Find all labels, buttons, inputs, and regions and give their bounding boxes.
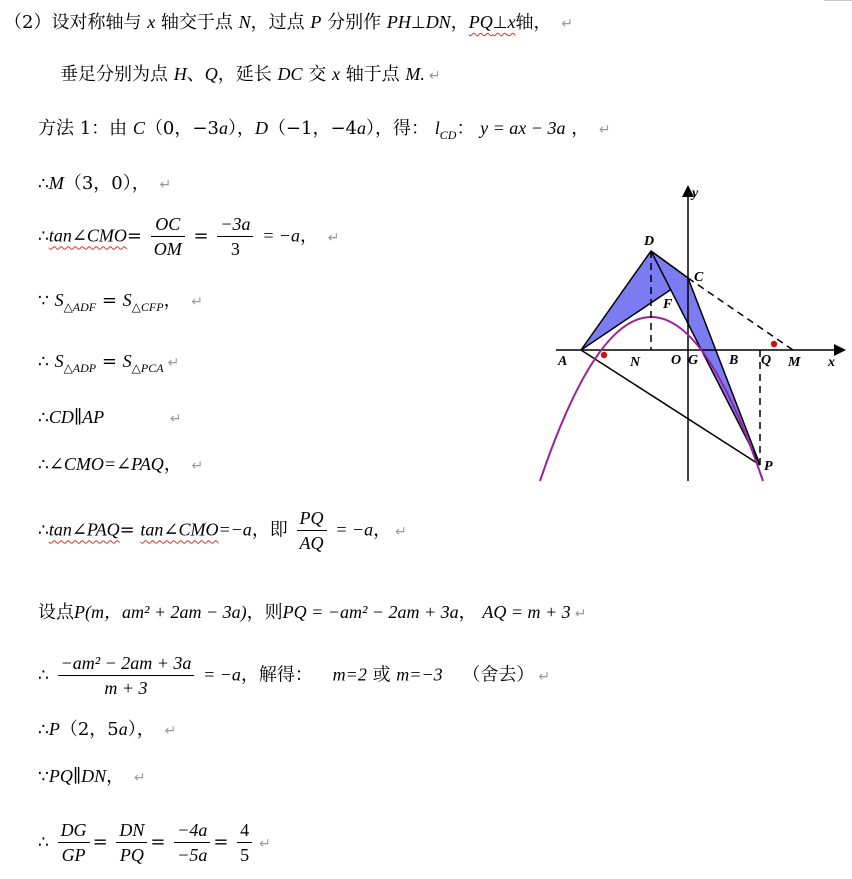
text: 交 xyxy=(308,64,327,85)
line-ratio: ∴ $\frac{DG}{GP}$ = $\frac{DN}{PQ}$ = $\frac{-4a}{-5a}$ = $\frac{4}{5}$ ↵ xyxy=(38,820,271,865)
line-tan-CMO xyxy=(38,212,339,261)
var-M: M. xyxy=(405,64,425,84)
perp-symbol: ⊥ xyxy=(492,13,508,33)
var-PH: PH xyxy=(386,12,411,32)
line-area-equal-2 xyxy=(38,349,179,380)
label-B: B xyxy=(729,353,739,368)
var-DN: DN xyxy=(425,12,451,32)
line-parallel-CD-AP xyxy=(38,405,182,431)
return-mark: ↵ xyxy=(395,523,407,540)
line-condition-2 xyxy=(60,62,441,88)
return-mark: ↵ xyxy=(561,16,573,32)
text: 或 xyxy=(372,664,391,686)
line-tan-PAQ xyxy=(38,506,407,555)
text: ， xyxy=(571,118,590,139)
fraction xyxy=(217,212,253,261)
numerator: DG xyxy=(58,818,90,843)
text: ， xyxy=(106,766,125,787)
denominator: OM xyxy=(153,239,182,259)
label-G: G xyxy=(688,353,699,368)
text: ， xyxy=(458,602,477,623)
text: ，则 xyxy=(246,602,283,623)
text: = xyxy=(119,519,135,541)
denominator: −5a xyxy=(177,845,208,865)
label-Q: Q xyxy=(761,353,772,368)
label-F: F xyxy=(663,297,673,312)
numerator: −am² − 2am + 3a xyxy=(58,651,195,676)
denominator: 3 xyxy=(230,239,240,259)
label-x: x xyxy=(828,355,835,370)
triangle-DCP-shaded xyxy=(651,251,760,465)
tan-expression: tan∠PAQ xyxy=(48,519,120,540)
tan-expression: tan∠CMO xyxy=(140,519,219,540)
label-A: A xyxy=(558,354,568,369)
parabola-figure xyxy=(538,183,848,483)
var-S: S xyxy=(54,351,64,371)
numerator: PQ xyxy=(297,506,327,531)
denominator: m + 3 xyxy=(104,678,148,698)
return-mark: ↵ xyxy=(598,122,611,138)
text: ， xyxy=(163,290,182,311)
line-area-equal-1 xyxy=(38,288,203,319)
label-N: N xyxy=(630,355,641,370)
text: （舍去） xyxy=(462,664,535,686)
subscript: CD xyxy=(439,128,457,142)
numerator: DN xyxy=(116,818,147,843)
label-D: D xyxy=(644,234,655,249)
text: ， xyxy=(450,12,469,33)
text: 轴交于点 xyxy=(160,12,233,33)
var-Q: Q xyxy=(204,64,218,84)
var-x: x xyxy=(331,64,340,84)
subscript: △ADP xyxy=(63,361,97,375)
numerator: −3a xyxy=(217,212,253,237)
var-H: H xyxy=(173,64,187,84)
AQ-expression: AQ = m + 3 xyxy=(482,602,571,622)
subscript: △CFP xyxy=(131,300,164,314)
text: ）， xyxy=(227,118,255,139)
text: 轴， xyxy=(515,12,552,33)
tan-expression: tan∠CMO xyxy=(48,225,127,246)
numerator: 4 xyxy=(237,818,252,843)
text: 分别作 xyxy=(327,12,382,33)
fraction xyxy=(116,818,147,867)
var-M: M xyxy=(48,173,64,193)
numerator: OC xyxy=(151,212,185,237)
text: = xyxy=(126,225,143,247)
fraction xyxy=(174,818,210,867)
text: （3，0）， xyxy=(63,173,150,194)
label-M: M xyxy=(788,355,801,370)
text: （0，−3 xyxy=(144,118,219,139)
result: = −a xyxy=(203,664,241,685)
text: 垂足分别为点 xyxy=(60,64,168,85)
result: = −a xyxy=(262,225,300,246)
denominator: GP xyxy=(61,845,86,865)
because-symbol: ∵ xyxy=(38,291,49,311)
therefore-symbol: ∴ xyxy=(38,352,49,372)
return-mark: ↵ xyxy=(428,68,441,84)
return-mark: ↵ xyxy=(159,177,172,193)
text: ），得： xyxy=(366,118,430,139)
text: = xyxy=(96,290,123,311)
result: =−a xyxy=(218,519,252,540)
line-solve-m xyxy=(38,651,550,700)
line-parallel-PQ-DN xyxy=(38,764,146,790)
text: ，即 xyxy=(251,519,288,541)
line-M-coords xyxy=(38,171,171,197)
fraction xyxy=(237,818,252,867)
label-O: O xyxy=(671,353,682,368)
denominator: AQ xyxy=(299,533,324,553)
subscript: △ADF xyxy=(63,300,97,314)
var-S: S xyxy=(122,290,132,310)
numerator: −4a xyxy=(174,818,210,843)
return-mark: ↵ xyxy=(259,835,271,852)
text: 设点 xyxy=(38,602,74,623)
var-a: a xyxy=(357,118,367,138)
fraction xyxy=(297,506,327,555)
text: （2）设对称轴与 xyxy=(4,12,142,33)
text: ， xyxy=(163,454,182,475)
line-P-coords xyxy=(38,717,176,743)
var-S: S xyxy=(122,351,132,371)
statement: CD∥AP xyxy=(48,407,105,427)
text: 、 xyxy=(186,64,205,85)
therefore-symbol: ∴ xyxy=(38,408,49,428)
therefore-symbol: ∴ xyxy=(38,665,49,686)
var-a: a xyxy=(218,118,228,138)
therefore-symbol: ∴ xyxy=(38,720,49,740)
var-PQ: PQ xyxy=(468,12,493,32)
line-method-1 xyxy=(38,116,611,147)
return-mark: ↵ xyxy=(327,229,340,246)
text: ： xyxy=(456,118,475,139)
label-P: P xyxy=(764,459,773,474)
text: ，解得： xyxy=(240,664,313,686)
var-S: S xyxy=(54,290,64,310)
return-mark: ↵ xyxy=(164,723,177,739)
fraction xyxy=(151,212,185,261)
var-a: a xyxy=(118,719,128,739)
fraction xyxy=(58,651,195,700)
var-P: P xyxy=(310,12,322,32)
return-mark: ↵ xyxy=(191,294,204,310)
var-DC: DC xyxy=(277,64,303,84)
statement: PQ∥DN xyxy=(48,766,107,786)
line-angle-equal xyxy=(38,452,203,478)
var-l: l xyxy=(434,118,440,138)
equation: y = ax − 3a xyxy=(480,118,566,138)
return-mark: ↵ xyxy=(191,458,204,474)
marker-dot-left xyxy=(601,352,607,358)
statement: ∠CMO=∠PAQ xyxy=(48,454,164,474)
denominator: 5 xyxy=(240,845,250,865)
label-y: y xyxy=(692,186,699,201)
PQ-expression: PQ = −am² − 2am + 3a xyxy=(282,602,459,622)
page-corner-mark xyxy=(824,0,852,1)
result: = −a xyxy=(335,519,374,540)
var-N: N xyxy=(238,12,251,32)
therefore-symbol: ∴ xyxy=(38,832,49,853)
text: （2，5 xyxy=(59,719,119,740)
text: 轴于点 xyxy=(345,64,400,85)
line-condition-1 xyxy=(4,10,573,36)
therefore-symbol: ∴ xyxy=(38,520,49,541)
perp-symbol: ⊥ xyxy=(410,13,426,33)
var-C: C xyxy=(132,118,145,138)
therefore-symbol: ∴ xyxy=(38,226,49,247)
therefore-symbol: ∴ xyxy=(38,174,49,194)
text: （−1，−4 xyxy=(267,118,358,139)
var-x: x xyxy=(507,12,516,32)
return-mark: ↵ xyxy=(574,606,587,622)
solution-2: m=−3 xyxy=(396,664,443,685)
denominator: PQ xyxy=(119,845,144,865)
text: ， xyxy=(300,225,318,247)
text: ，过点 xyxy=(250,12,305,33)
var-P: P xyxy=(48,719,60,739)
var-x: x xyxy=(147,12,156,32)
text: ，延长 xyxy=(217,64,272,85)
text: = xyxy=(96,351,123,372)
text: ）， xyxy=(127,719,155,740)
text: ， xyxy=(373,519,392,541)
label-C: C xyxy=(694,270,704,285)
fraction xyxy=(58,818,90,867)
therefore-symbol: ∴ xyxy=(38,455,49,475)
text: 方法 1：由 xyxy=(38,118,128,139)
return-mark: ↵ xyxy=(538,668,551,685)
return-mark: ↵ xyxy=(133,770,146,786)
return-mark: ↵ xyxy=(169,411,182,427)
subscript: △PCA xyxy=(131,361,164,375)
because-symbol: ∵ xyxy=(38,767,49,787)
point-P-expression: P(m，am² + 2am − 3a) xyxy=(74,602,247,622)
marker-dot-right xyxy=(771,341,777,347)
solution-1: m=2 xyxy=(332,664,367,685)
var-D: D xyxy=(254,118,268,138)
return-mark: ↵ xyxy=(167,355,180,371)
line-set-P xyxy=(38,600,586,626)
text: = xyxy=(193,225,209,247)
